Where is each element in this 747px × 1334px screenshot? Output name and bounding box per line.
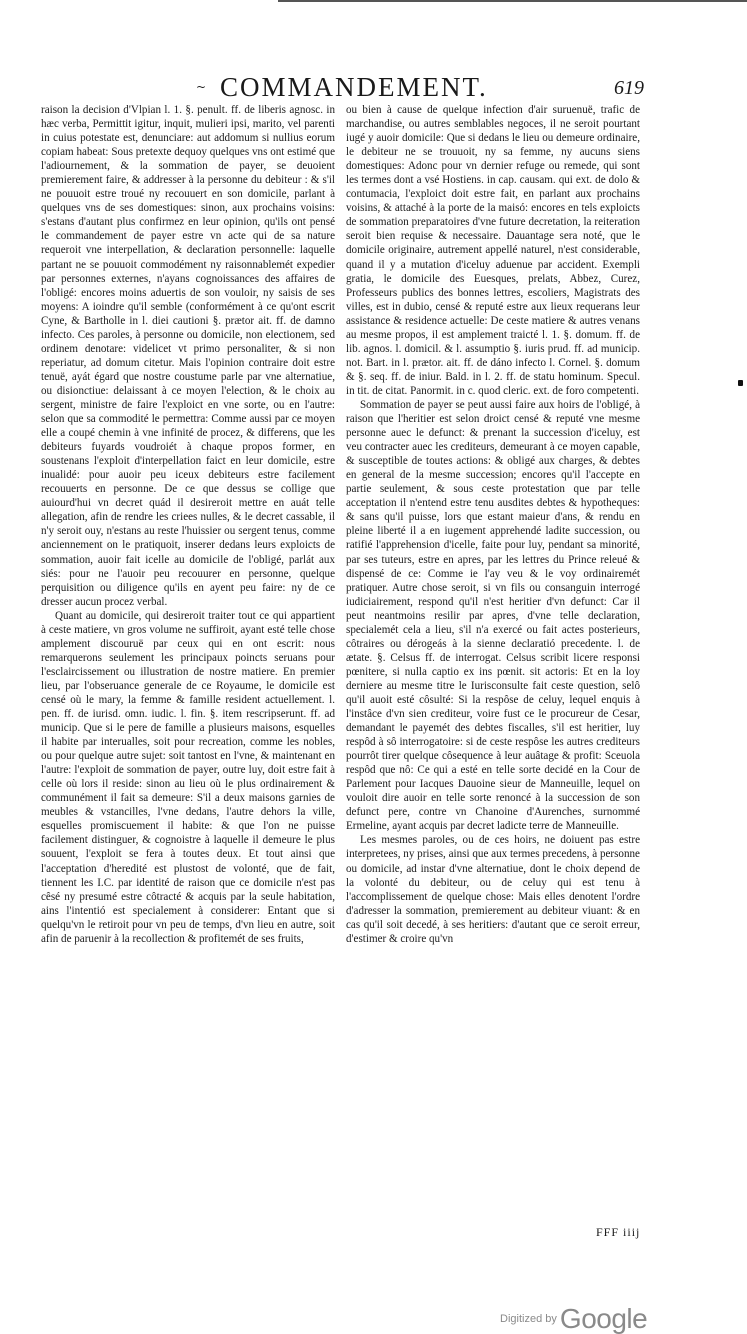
top-border-line	[278, 0, 747, 2]
paragraph: raison la decision d'Vlpian l. 1. §. penult. ff. de liberis agnosc. in hæc verba, Permittit igitur, inquit, mulieri ipsi, marito, vel parenti in cuius potestate est, denunciare: aut addomum si nullius eorum copiam habeat: Sous pretexte dequoy quelques vns ont estimé que l'adiournement, & la sommation de payer, se deuoient premierement faire, & addresser à la personne du debiteur : & s'il ne pouuoit estre troué ny recouuert en son domicile, parlant à quelques vns de ses domestiques: sinon, aux prochains voisins: s'estans d'autant plus confirmez en leur opinion, qu'ils ont pensé le commandement de payer estre vn acte qui de sa nature requeroit vne interpellation, & declaration personnelle: laquelle partant ne se pouuoit commodément ny raisonnablemét expedier par personnes externes, n'ayans cognoissances des affaires de l'obligé: encores moins aduertis de son vouloir, ny saisis de ses moyens: A ioindre qu'il semble (conformément à ce qu'ont escrit Cyne, & Bartholle in l. diei cautioni §. prætor ait. ff. de damno infecto. Ces paroles, à personne ou domicile, non electionem, sed ordinem denotare: videlicet vt primo personaliter, & si non reperiatur, ad domum citetur. Mais l'opinion contraire doit estre tenuë, ayát égard que nostre coustume parle par vne alternatiue, ou disionctiue: delaissant à ce moyen l'election, & le choix au sergent, ministre de faire l'exploict en vne sorte, ou en l'autre: selon que sa commodité le permettra: Comme aussi par ce moyen elle a coupé chemin à vne infinité de procez, & differens, que les debiteurs fuyards voudroiét à chaque propos former, en soustenans l'exploit d'interpellation faict en leur domicile, estre inualidé: pour auoir peu iceux debiteurs estre facilement recouuerts en personne. De ce que dessus se collige que auiourd'hui vn decret quád il desireroit mettre en auát telle allegation, afin de rendre les criees nulles, & le decret cassable, il n'y seroit ouy, n'estans au reste l'huissier ou sergent tenus, comme anciennement on le pratiquoit, inserer dedans leurs exploicts de sommation, auoir fait icelle au domicile de l'obligé, parlát aux siés: pour ne l'auoir peu recouurer en personne, quelque perquisition ou diligence qu'ils en ayent peu faire: ny de ce dresser aucun procez verbal.	[41, 104, 335, 608]
running-head: COMMANDEMENT.	[220, 72, 488, 102]
left-column	[41, 103, 335, 946]
margin-ink-spot	[738, 380, 743, 386]
page-header	[0, 72, 747, 104]
google-logo: Google	[559, 1303, 648, 1334]
digitization-watermark	[500, 1297, 648, 1334]
paragraph: ou bien à cause de quelque infection d'air suruenuë, trafic de marchandise, ou autres semblables negoces, il ne seroit pourtant iugé y auoir domicile: Que si dedans le lieu ou demeure ordinaire, le debiteur ne se trouuoit, ny sa femme, ny aucuns siens domestiques: Adonc pour vn dernier refuge ou remede, qui sont les termes dont a vsé Hostiens. in cap. causam. qui ext. de dolo & contumacia, l'exploict doit estre fait, en parlant aux prochains voisins, & attaché à la porte de la maisó: encores en tels exploicts de sommation preparatoires d'vne future decretation, la reiteration seroit bien requise & necessaire. Dauantage sera noté, que le domicile originaire, autrement appellé naturel, n'est considerable, quand il y a mutation d'iceluy aduenue par accident. Exempli gratia, le domicile des Euesques, prelats, Abbez, Curez, Professeurs publics des bonnes lettres, escoliers, Magistrats des villes, est in dubio, censé & reputé estre aux lieux requerans leur assistance & residence actuelle: De ceste matiere & autres venans au mesme propos, il est amplement traicté l. 1. §. domum. ff. de lib. agnos. l. domicil. & l. assumptio §. iuris prud. ff. ad municip. not. Bart. in l. prætor. ait. ff. de dáno infecto l. Cornel. §. domum & §. seq. ff. de iniur. Bald. in l. 2. ff. de statu hominum. Specul. in tit. de citat. Panormit. in c. quod cleric. ext. de foro competenti.	[346, 104, 640, 397]
right-column	[346, 103, 640, 946]
header-ornament: ~	[196, 80, 207, 94]
paragraph: Les mesmes paroles, ou de ces hoirs, ne doiuent pas estre interpretees, ny prises, ainsi que aux termes precedens, à personne ou domicile, ad instar d'vne alternatiue, dont le choix depend de la volonté du debiteur, ou de celuy qui est tenu à l'accomplissement de quelque chose: Mais elles denotent l'ordre d'adresser la sommation, premierement au debiteur viuant: & en cas qu'il soit decedé, à ses heritiers: d'autant que ce seroit erreur, d'estimer & croire qu'vn	[346, 834, 640, 945]
signature-mark: FFF iiij	[596, 1225, 641, 1239]
paragraph: Sommation de payer se peut aussi faire aux hoirs de l'obligé, à raison que l'heritier est selon droict censé & reputé vne mesme personne auec le defunct: & prenant la succession d'iceluy, est veu contracter auec les crediteurs, demeurant à ce moyen capable, & susceptible de toutes actions: & obligé aux charges, & debtes en general de la mesme succession; encores qu'il l'accepte en partie seulement, & sous ceste protestation que par telle acceptation il n'entend estre tenu ausdites debtes & hypotheques: & sans qu'il puisse, lors que estant maieur d'ans, & rendu en pleine liberté il a en iugement apprehendé ladite succession, ou ratifié l'apprehension d'icelle, faite pour luy, pendant sa minorité, par ses tuteurs, estre en apres, par les lettres du Prince releué & dispensé de ce: Comme ie l'ay veu & le voy ordinairemét pratiquer. Autre chose seroit, si vn fils ou consanguin interrogé iudiciairement, respond qu'il n'est heritier d'vn defunct: Car il peut neantmoins resilir par apres, d'vne telle declaration, specialemét cela a lieu, s'il n'a exercé ou fait actes posterieurs, côtraires ou dérogeás à la sienne declaratió precedente. l. de ætate. §. Celsus ff. de interrogat. Celsus scribit licere responsi pœnitere, si nulla captio ex ins pœnit. sit actoris: Et en la loy derniere au mesme titre le Iurisconsulte fait ceste question, selô qu'il auoit esté côsulté: Si la respôse de celuy, lequel enquis à l'instâce d'vn sien crediteur, voire fust ce le procureur de Cesar, demandant le payemét des debtes fiscalles, s'il est heritier, luy respôd à sô interrogatoire: si de ceste respôse les autres crediteurs pourrôt tirer quelque côsequence à leur auâtage & profit: Sceuola respôd que nô: Ce qui a esté en telle sorte decidé en la Cour de Parlement pour Iacques Dauoine sieur de Manneuille, lequel on vouloit dire auoir en telle sorte renoncé à la succession de son defunct pere, contre vn Chanoine d'Aurenches, surnommé Ermeline, ayant acquis par decret ladicte terre de Manneuille.	[346, 398, 640, 833]
watermark-prefix: Digitized by	[500, 1313, 557, 1325]
page-number: 619	[614, 77, 644, 99]
paragraph: Quant au domicile, qui desireroit traiter tout ce qui appartient à ceste matiere, vn gros volume ne suffiroit, ayant esté telle chose amplement discouruë par ceux qui en ont escrit: nous remarquerons seulement les principaux poincts seruans pour l'esclaircissement ou illustration de nostre matiere. En premier lieu, par l'obseruance generale de ce Royaume, le domicile est censé où le mary, la femme & famille resident actuellement. l. pen. ff. de iurisd. omn. iudic. l. fin. §. item rescripserunt. ff. ad municip. Que si le pere de famille a plusieurs maisons, esquelles il habite par interualles, soit pour recreation, comme les nobles, ou pour quelque autre sujet: soit tantost en l'vne, & maintenant en l'autre: l'exploit de sommation de payer, outre luy, doit estre fait à celle où lors il reside: sinon au lieu où le plus ordinairement & communément il fait sa demeure: S'il a deux maisons garnies de meubles & vstancilles, l'vne dedans, l'autre dehors la ville, esquelles promiscuement il habite: & que l'on ne puisse facilement distinguer, & cognoistre à laquelle il demeure le plus souuent, l'exploit se fera à toutes deux. Et tout ainsi que l'acceptation d'heredité est plustost de volonté, que de fait, tiennent les I.C. par identité de raison que ce domicile n'est pas cêsé ny presumé estre côtracté & acquis par la seule habitation, ains l'intentió est specialement à considerer: Entant que si quelqu'vn le retiroit pour vn peu de temps, d'vn lieu en autre, soit afin de paruenir à la recollection & profitemét de ses fruits,	[41, 609, 335, 945]
